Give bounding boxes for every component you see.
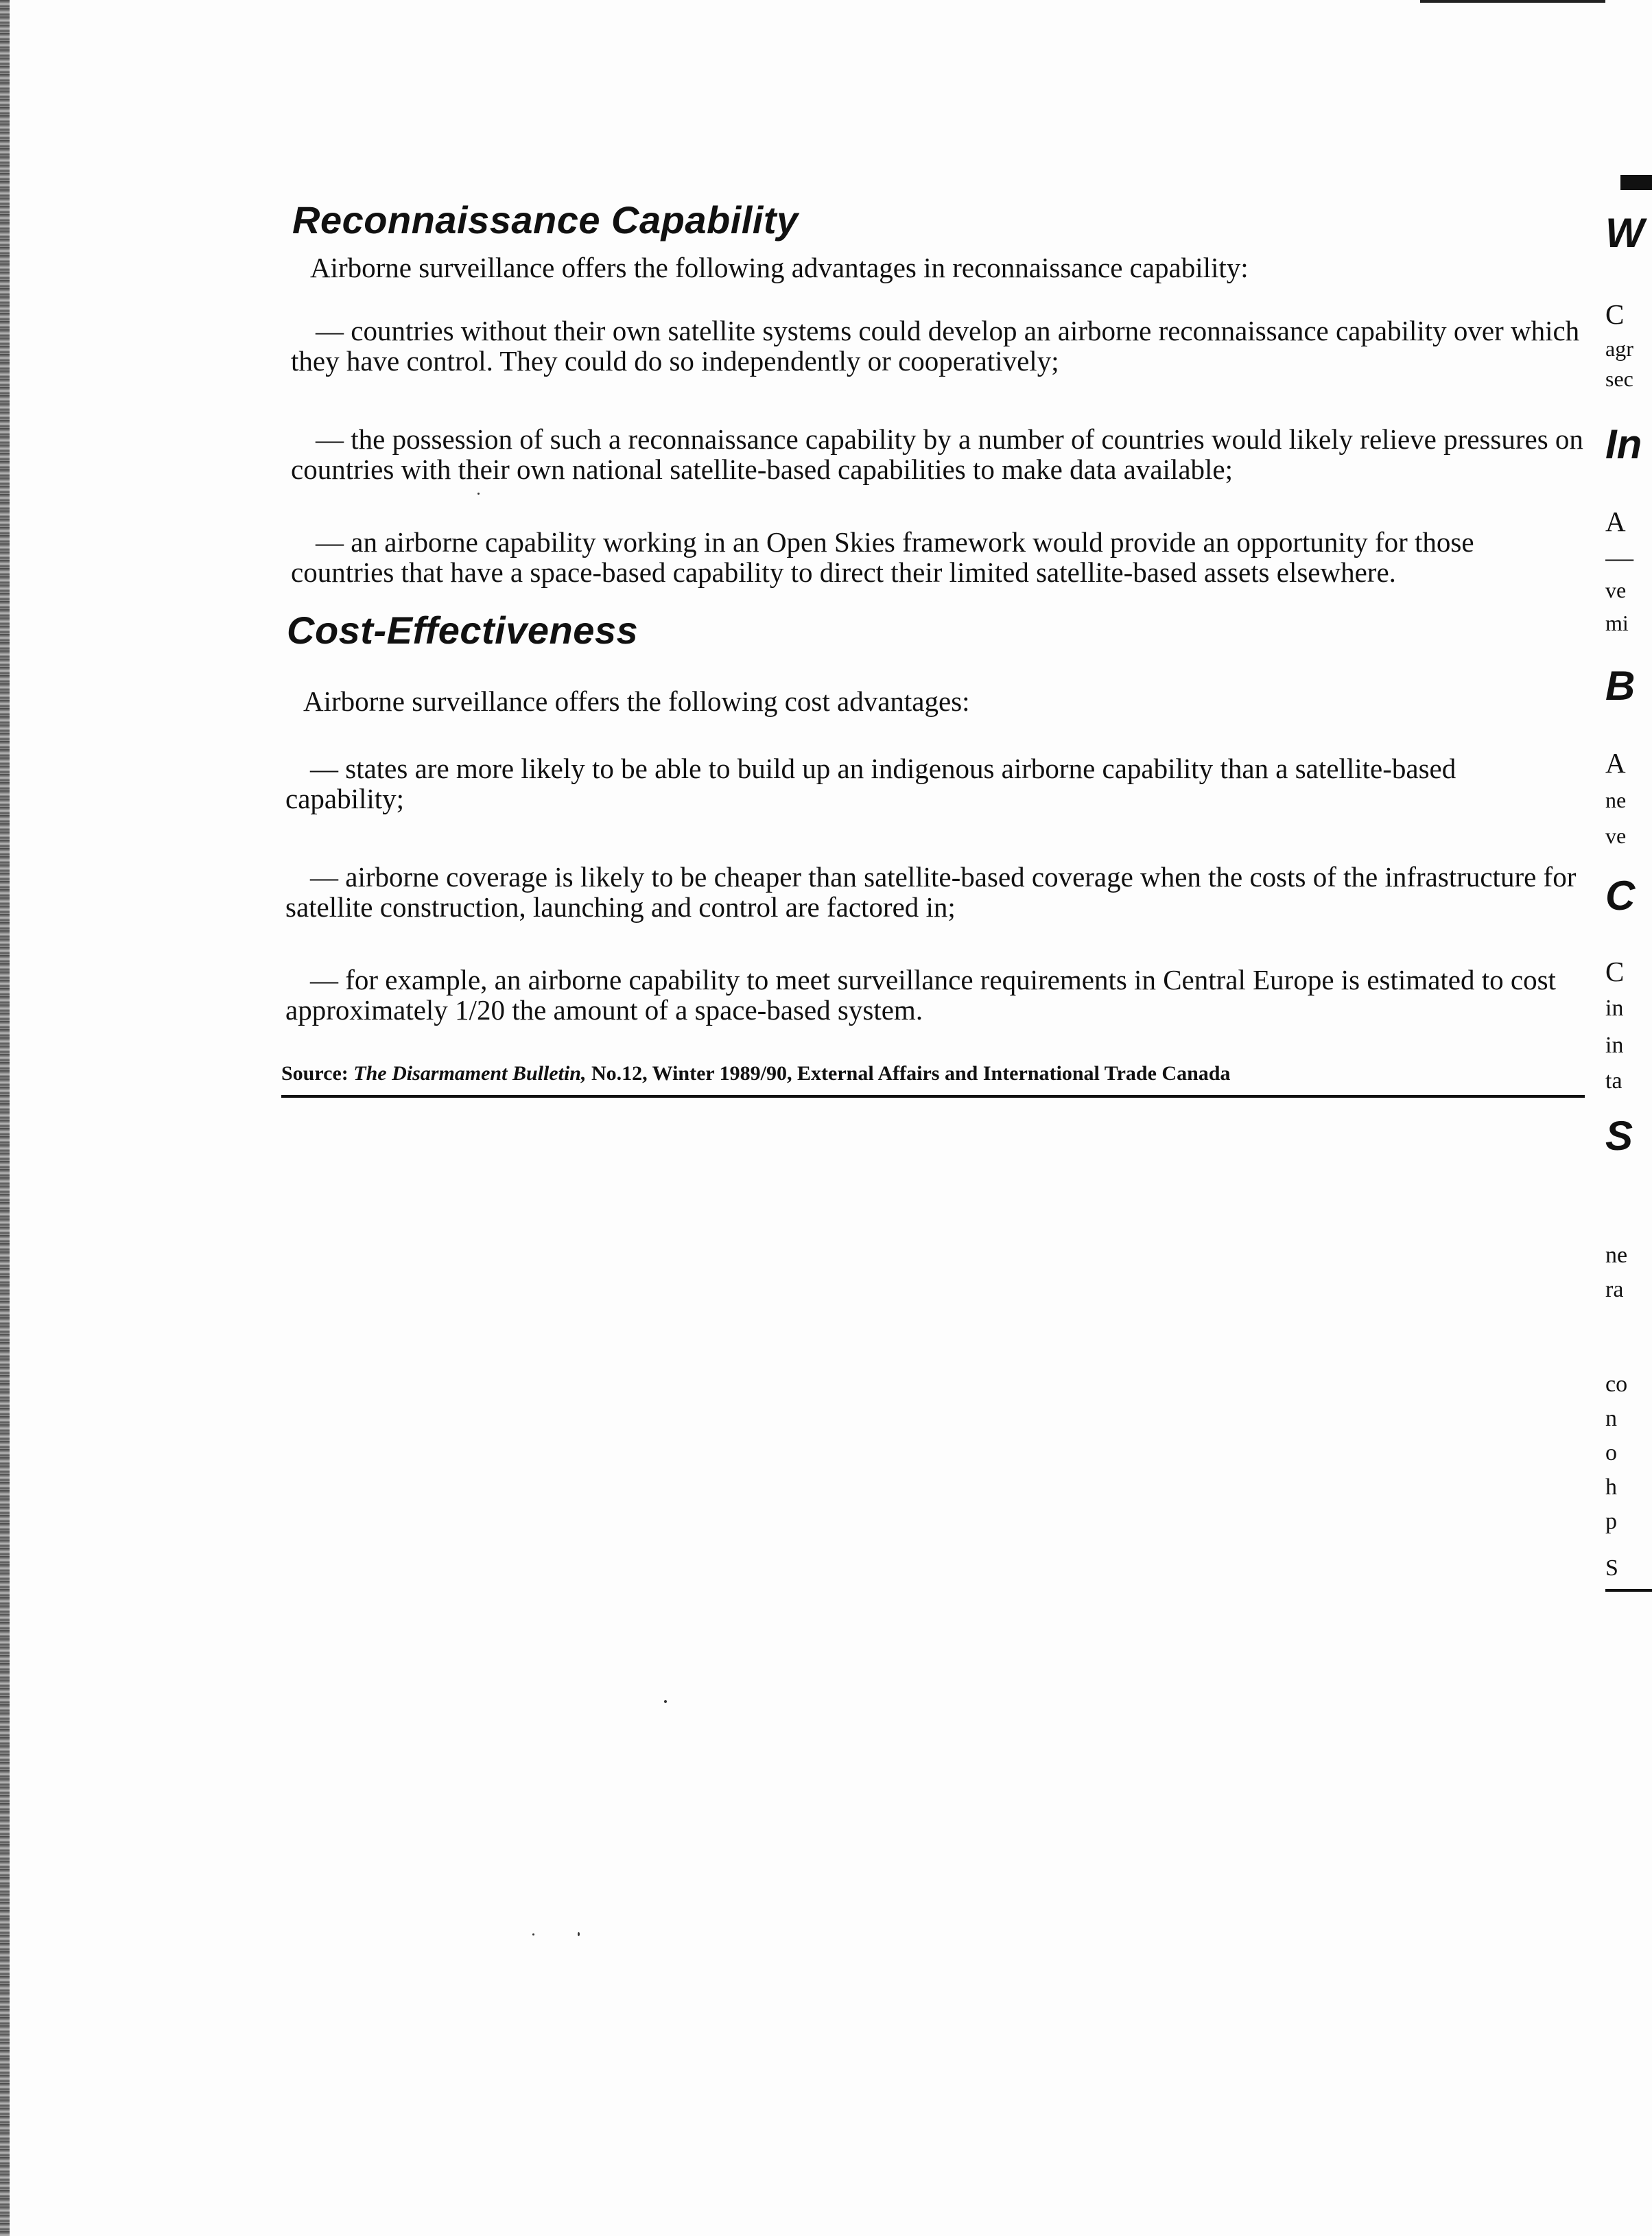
adjacent-fragment: In: [1605, 421, 1642, 467]
adjacent-fragment: p: [1605, 1509, 1617, 1534]
source-details: No.12, Winter 1989/90, External Affairs and International Trade Canada: [591, 1062, 1231, 1085]
source-rule: [281, 1095, 1585, 1098]
source-label: Source:: [281, 1062, 349, 1085]
adjacent-fragment: n: [1605, 1406, 1617, 1431]
adjacent-fragment: sec: [1605, 366, 1633, 391]
scan-speck: [664, 1700, 667, 1703]
adjacent-fragment: mi: [1605, 611, 1629, 635]
adjacent-fragment: C: [1605, 873, 1636, 919]
adjacent-fragment: —: [1605, 541, 1633, 573]
source-publication: The Disarmament Bulletin,: [353, 1062, 587, 1085]
adjacent-fragment: S: [1605, 1113, 1633, 1159]
adjacent-fragment: A: [1605, 747, 1626, 779]
adjacent-column-fragment: [1605, 0, 1652, 2236]
reconnaissance-point-3: — an airborne capability working in an Open Skies framework would provide an opportunity for those countries that have a space-based capability to direct their limited satellite-based assets elsewhere.: [291, 526, 1474, 588]
reconnaissance-intro: Airborne surveillance offers the following advantages in reconnaissance capability:: [310, 252, 1249, 283]
adjacent-fragment: ne: [1605, 788, 1627, 812]
cost-intro: Airborne surveillance offers the following cost advantages:: [303, 685, 970, 717]
column-marker-bar: [1620, 175, 1652, 190]
scan-speck: [578, 1932, 580, 1936]
adjacent-fragment: B: [1605, 663, 1636, 709]
adjacent-fragment: o: [1605, 1440, 1617, 1466]
adjacent-fragment: agr: [1605, 336, 1633, 361]
adjacent-fragment: ne: [1605, 1243, 1628, 1268]
adjacent-fragment: A: [1605, 506, 1626, 537]
scan-speck: [532, 1933, 534, 1935]
scan-speck: [477, 493, 480, 495]
adjacent-fragment: ta: [1605, 1068, 1622, 1094]
scan-left-edge: [0, 0, 10, 2236]
cost-point-3: — for example, an airborne capability to meet surveillance requirements in Central Europe is estimated to cost approximately 1/20 the amount of a space-based system.: [285, 964, 1556, 1026]
adjacent-fragment: ve: [1605, 578, 1627, 602]
adjacent-fragment: h: [1605, 1474, 1617, 1500]
adjacent-fragment: co: [1605, 1372, 1628, 1397]
adjacent-fragment: in: [1605, 996, 1624, 1021]
adjacent-fragment: C: [1605, 298, 1625, 330]
adjacent-fragment: ve: [1605, 823, 1627, 848]
adjacent-fragment: C: [1605, 956, 1625, 987]
heading-reconnaissance: Reconnaissance Capability: [292, 198, 799, 242]
cost-point-2: — airborne coverage is likely to be cheaper than satellite-based coverage when the costs of the infrastructure for satellite construction, launching and control are factored in;: [285, 861, 1577, 923]
cost-point-1: — states are more likely to be able to build up an indigenous airborne capability than a satellite-based capability;: [285, 753, 1456, 814]
reconnaissance-point-2: — the possession of such a reconnaissance capability by a number of countries would likely relieve pressures on countries with their own national satellite-based capabilities to make data available;: [291, 423, 1583, 485]
adjacent-fragment: in: [1605, 1033, 1624, 1058]
adjacent-fragment: ra: [1605, 1277, 1624, 1302]
top-rule-fragment: [1420, 0, 1605, 3]
adjacent-column-rule: [1605, 1589, 1652, 1592]
heading-cost-effectiveness: Cost-Effectiveness: [287, 609, 639, 652]
adjacent-fragment: S: [1605, 1555, 1618, 1581]
reconnaissance-point-1: — countries without their own satellite systems could develop an airborne reconnaissance capability over which they have control. They could do so independently or cooperatively;: [291, 315, 1580, 377]
adjacent-fragment: W: [1605, 210, 1644, 256]
source-citation: [281, 1062, 1230, 1085]
